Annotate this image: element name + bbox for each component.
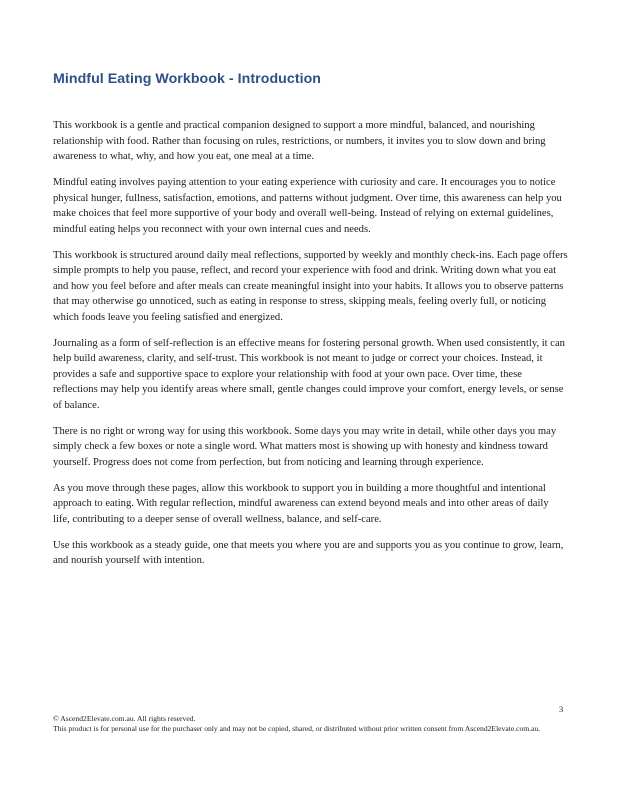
paragraph-6: As you move through these pages, allow this workbook to support you in building a more thoughtful and intentional approach to eating. With regular reflection, mindful awareness can extend beyond meals and into other areas of daily life, contributing to a deeper sense of overall wellness, balance, and self-care. — [53, 482, 549, 525]
body-text — [53, 118, 568, 579]
paragraph-3: This workbook is structured around daily meal reflections, supported by weekly and monthly check-ins. Each page offers simple prompts to help you pause, reflect, and record your experience with food and drink. Writing down what you eat and how you feel before and after meals can create meaningful insight into your habits. It allows you to observe patterns that may otherwise go unnoticed, such as eating in response to stress, skipping meals, feeling overly full, or noticing which foods leave you feeling satisfied and energized. — [53, 249, 568, 323]
page-title: Mindful Eating Workbook - Introduction — [53, 71, 322, 87]
paragraph-7: Use this workbook as a steady guide, one that meets you where you are and supports you as you continue to grow, learn, and nourish yourself with intention. — [53, 539, 564, 566]
footer — [53, 714, 573, 733]
paragraph-1: This workbook is a gentle and practical companion designed to support a more mindful, balanced, and nourishing relationship with food. Rather than focusing on rules, restrictions, or numbers, it invites you to slow down and bring awareness to what, why, and how you eat, one meal at a time. — [53, 120, 546, 162]
paragraph-5: There is no right or wrong way for using this workbook. Some days you may write in detail, while other days you may simply check a few boxes or note a single word. What matters most is showing up with honesty and kindness toward yourself. Progress does not come from perfection, but from noticing and learning through experience. — [53, 425, 557, 468]
paragraph-2: Mindful eating involves paying attention to your eating experience with curiosity and care. It encourages you to notice physical hunger, fullness, satisfaction, emotions, and patterns without judgment. Over time, this awareness can help you make choices that feel more supportive of your body and overall well-being. Instead of relying on external guidelines, mindful eating helps you reconnect with your own internal cues and needs. — [53, 177, 562, 235]
usage-notice: This product is for personal use for the purchaser only and may not be copied, shared, or distributed without prior written consent from Ascend2Elevate.com.au. — [53, 723, 541, 733]
copyright-notice: © Ascend2Elevate.com.au. All rights reserved. — [53, 714, 196, 723]
page-number: 3 — [559, 704, 564, 714]
paragraph-4: Journaling as a form of self-reflection is an effective means for fostering personal growth. When used consistently, it can help build awareness, clarity, and self-trust. This workbook is not meant to judge or correct your choices. Instead, it provides a safe and supportive space to explore your relationship with food at your own pace. Over time, these reflections may help you identify areas where small, gentle changes could improve your comfort, energy levels, or sense of balance. — [53, 337, 565, 411]
